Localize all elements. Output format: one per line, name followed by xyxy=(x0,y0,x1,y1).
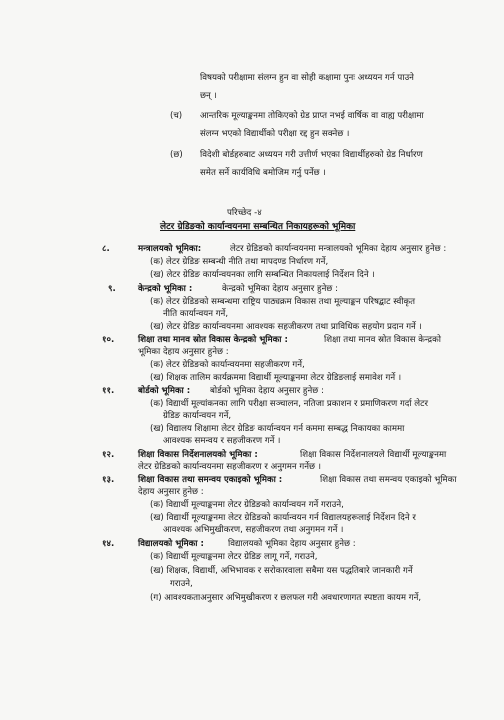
item-cha-marker: (च) xyxy=(170,111,183,121)
section-13-item-a: (क) विद्यार्थी मूल्याङ्कनमा लेटर ग्रेडिङको कार्यान्वयन गर्ने गराउने, xyxy=(150,500,344,510)
section-10-item-b: (ख) शिक्षक तालिम कार्यक्रममा विद्यार्थी मूल्याङ्कनमा लेटर ग्रेडिङलाई समावेश गर्ने । xyxy=(150,373,402,383)
intro-line-1: विषयको परीक्षामा संलग्न हुन वा सोही कक्षामा पुनः अध्ययन गर्न पाउने xyxy=(200,73,414,83)
section-14-item-b-line-2: गराउने, xyxy=(170,579,193,589)
section-11-item-a-line-1: (क) विद्यार्थी मूल्यांकनका लागि परीक्षा सञ्चालन, नतिजा प्रकाशन र प्रमाणिकरण गर्दा लेटर xyxy=(150,399,428,409)
section-13-heading: शिक्षा विकास तथा समन्वय एकाइको भूमिका : xyxy=(138,475,283,485)
section-9-heading: केन्द्रको भूमिका : xyxy=(138,284,193,294)
section-9-text: केन्द्रको भूमिका देहाय अनुसार हुनेछ : xyxy=(222,284,339,294)
section-11-number: ११. xyxy=(102,386,115,396)
item-cha-line-2: संलग्न भएको विद्यार्थीको परीक्षा रद्द हुन सक्नेछ । xyxy=(200,129,350,139)
section-14-heading: विद्यालयको भूमिका : xyxy=(138,539,204,549)
section-8-heading: मन्त्रालयको भूमिका: xyxy=(138,244,202,254)
section-11-item-b-line-2: आवश्यक समन्वय र सहजीकरण गर्ने । xyxy=(163,436,281,446)
section-11-item-a-line-2: ग्रेडिङ कार्यान्वयन गर्ने, xyxy=(163,411,232,421)
chapter-number: परिच्छेद -४ xyxy=(227,208,262,218)
section-11-heading: बोर्डको भूमिका : xyxy=(138,386,191,396)
section-13-item-b-line-1: (ख) विद्यार्थी मूल्याङ्कनमा लेटर ग्रेडिङको कार्यान्वयन गर्न विद्यालयहरूलाई निर्देशन दिने र xyxy=(150,513,416,523)
section-12-text-line-2: लेटर ग्रेडिङको कार्यान्वयनमा सहजीकरण र अनुगमन गर्नेछ । xyxy=(138,462,322,472)
section-9-item-a-line-1: (क) लेटर ग्रेडिङको सम्बन्धमा राष्ट्रिय पाठ्यक्रम विकास तथा मूल्याङ्कन परिषद्बाट स्वीकृत xyxy=(150,297,416,307)
section-14-item-a: (क) विद्यार्थी मूल्याङ्कनमा लेटर ग्रेडिङ लागू गर्ने, गराउने, xyxy=(150,552,318,562)
section-14-item-b-line-1: (ख) शिक्षक, विद्यार्थी, अभिभावक र सरोकारवाला सबैमा यस पद्धतिबारे जानकारी गर्ने xyxy=(150,566,413,576)
section-8-item-a: (क) लेटर ग्रेडिङ सम्बन्धी नीति तथा मापदण्ड निर्धारण गर्ने, xyxy=(150,257,329,267)
section-13-text-line-1: शिक्षा विकास तथा समन्वय एकाइको भूमिका xyxy=(320,475,457,485)
item-chha-line-1: विदेशी बोर्डहरुबाट अध्ययन गरी उत्तीर्ण भएका विद्यार्थीहरुको ग्रेड निर्धारण xyxy=(200,150,423,160)
section-12-heading: शिक्षा विकास निर्देशनालयको भूमिका : xyxy=(138,450,258,460)
section-10-heading: शिक्षा तथा मानव स्रोत विकास केन्द्रको भूमिका : xyxy=(138,335,288,345)
item-chha-line-2: समेत सर्ने कार्यविधि बमोजिम गर्नु पर्नेछ । xyxy=(200,168,326,178)
section-11-text: बोर्डको भूमिका देहाय अनुसार हुनेछ : xyxy=(210,386,324,396)
item-cha-line-1: आन्तरिक मूल्याङ्कनमा तोकिएको ग्रेड प्राप्त नभई वार्षिक वा वाह्य परीक्षामा xyxy=(200,111,424,121)
section-9-number: ९. xyxy=(108,284,116,294)
intro-line-2: छन् । xyxy=(200,91,217,101)
section-9-item-a-line-2: नीति कार्यान्वयन गर्ने, xyxy=(163,309,229,319)
section-13-number: १३. xyxy=(102,475,115,485)
section-10-number: १०. xyxy=(102,335,115,345)
section-14-number: १४. xyxy=(102,539,115,549)
section-11-item-b-line-1: (ख) विद्यालय शिक्षामा लेटर ग्रेडिङ कार्यान्वयन गर्न कममा सम्बद्ध निकायका काममा xyxy=(150,424,405,434)
section-10-text-line-1: शिक्षा तथा मानव स्रोत विकास केन्द्रको xyxy=(324,335,441,345)
section-10-item-a: (क) लेटर ग्रेडिङको कार्यान्वयनमा सहजीकरण गर्ने, xyxy=(150,360,305,370)
section-12-text-line-1: शिक्षा विकास निर्देशनालयले विद्यार्थी मूल्याङ्कनमा xyxy=(300,450,447,460)
section-12-number: १२. xyxy=(102,450,115,460)
section-14-item-c: (ग) आवश्यकताअनुसार अभिमुखीकरण र छलफल गरी अवधारणागत स्पष्टता कायम गर्ने, xyxy=(150,593,422,603)
section-9-item-b: (ख) लेटर ग्रेडिङ कार्यान्वयनमा आवश्यक सहजीकरण तथा प्राविधिक सहयोग प्रदान गर्ने । xyxy=(150,322,422,332)
section-13-text-line-2: देहाय अनुसार हुनेछ : xyxy=(138,487,204,497)
item-chha-marker: (छ) xyxy=(170,150,183,160)
section-8-number: ८. xyxy=(102,244,110,254)
section-8-text: लेटर ग्रेडिङको कार्यान्वयनमा मन्त्रालयको भूमिका देहाय अनुसार हुनेछ : xyxy=(230,244,447,254)
section-8-item-b: (ख) लेटर ग्रेडिङ कार्यान्वयनका लागि सम्बन्धित निकायलाई निर्देशन दिने । xyxy=(150,270,375,280)
chapter-title: लेटर ग्रेडिङको कार्यान्वयनमा सम्बन्धित निकायहरूको भूमिका xyxy=(160,222,356,232)
section-13-item-b-line-2: आवश्यक अभिमुखीकरण, सहजीकरण तथा अनुगमन गर्ने । xyxy=(163,525,344,535)
section-10-text-line-2: भूमिका देहाय अनुसार हुनेछ : xyxy=(138,347,229,357)
section-14-text: विद्यालयको भूमिका देहाय अनुसार हुनेछ : xyxy=(228,539,356,549)
